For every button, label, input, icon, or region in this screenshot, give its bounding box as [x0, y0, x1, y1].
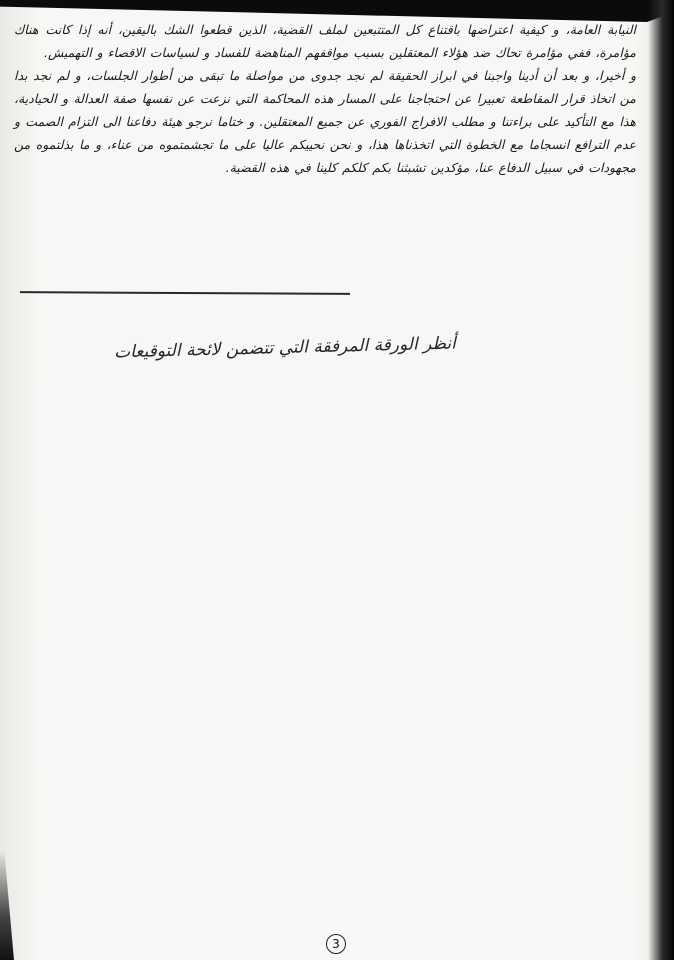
letter-paragraph-2: و أخيرا، و بعد أن أدينا واجبنا في ابراز الحقيقة لم نجد جدوى من مواصلة ما تبقى من أطوار الجلسات، و لم نجد بدا من اتخاذ قرار المقاطعة تعبيرا عن احتجاجنا على المسار هذه المحاكمة التي نزعت عن نفسها صفة العدالة و الحيادية، هذا مع التأكيد على براءتنا و مطلب الافراج الفوري عن جميع المعتقلين. و ختاما نرجو هيئة دفاعنا الى التزام الصمت و عدم الترافع انسجاما مع الخطوة التي اتخذناها هذا، و نحن نحييكم عاليا على ما تجشمتموه من عناء، و ما بذلتموه من مجهودات في سبيل الدفاع عنا، مؤكدين تشبثنا بكم كلكم كلينا في هذه القضية. — [14, 68, 636, 175]
attachment-note: أنظر الورقة المرفقة التي تتضمن لائحة التوقيعات — [113, 333, 457, 363]
closing-rule — [20, 291, 350, 294]
letter-paragraph-1: النيابة العامة، و كيفية اعتراضها باقتناع كل المتتبعين لملف القضية، الذين قطعوا الشك باليقين، أنه إذا كانت هناك مؤامرة، ففي مؤامرة تحاك ضد هؤلاء المعتقلين بسبب مواقفهم المناهضة للفساد و لسياسات الاقصاء و التهميش. — [14, 22, 636, 60]
scan-right-edge — [648, 0, 674, 960]
scan-left-shadow — [0, 850, 14, 960]
letter-body — [14, 18, 636, 179]
page-number: 3 — [326, 934, 346, 954]
